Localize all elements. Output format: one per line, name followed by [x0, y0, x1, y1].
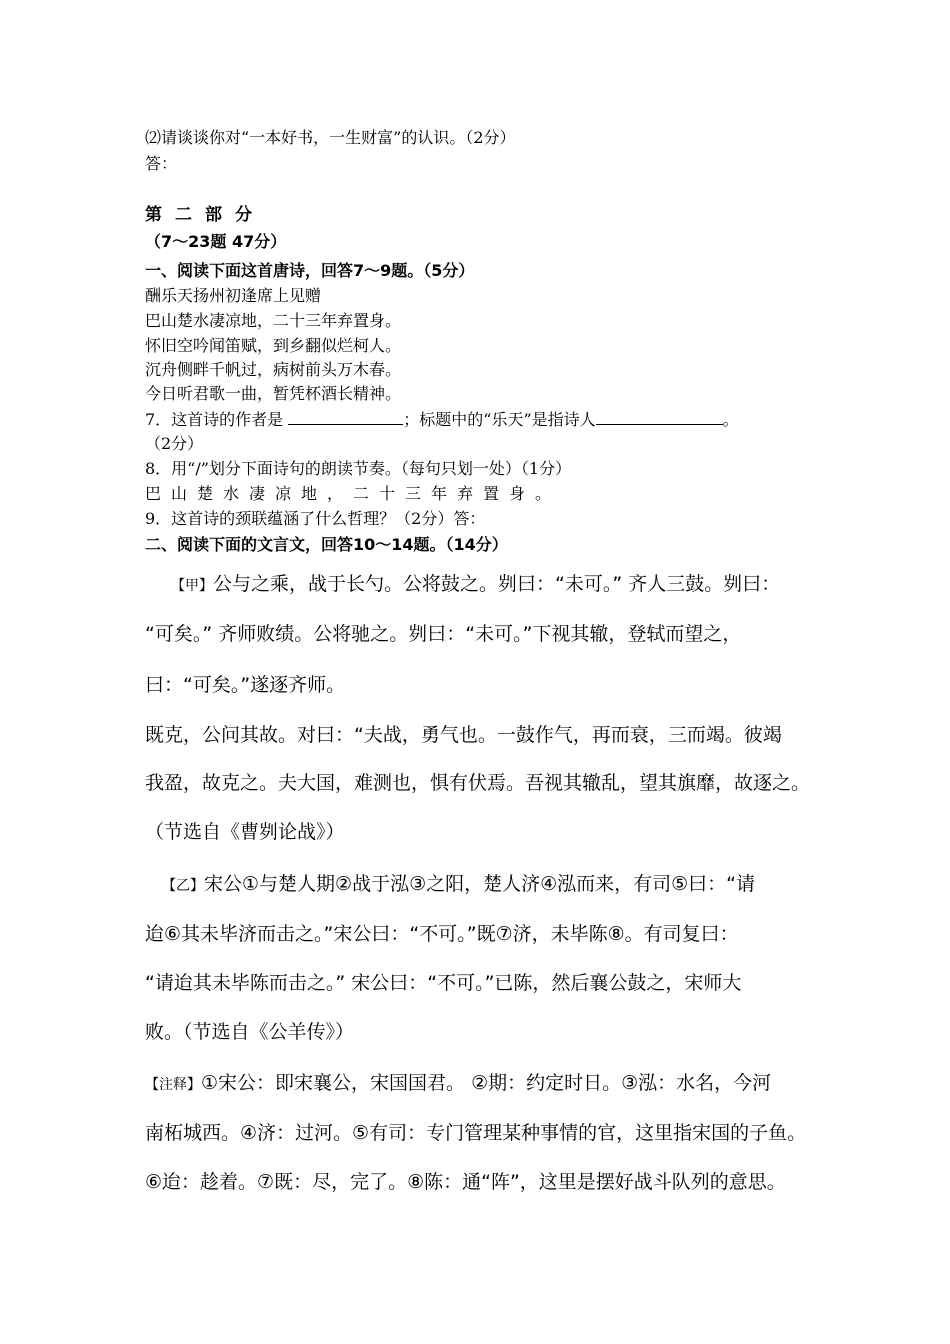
notes-line: 南柘城西。④济：过河。⑤有司：专门管理某种事情的官，这里指宋国的子鱼。 [145, 1122, 807, 1144]
jia-line: “可矣。” 齐师败绩。公将驰之。刿曰：“未可。”下视其辙，登轼而望之， [145, 623, 742, 645]
yi-source: 败。（节选自《公羊传》） [145, 1021, 355, 1043]
jia-tag: 【甲】 [171, 578, 213, 594]
yi-text: 宋公①与楚人期②战于泓③之阳，楚人济④泓而来，有司⑤曰：“请 [204, 873, 756, 895]
poem-line: 沉舟侧畔千帆过，病树前头万木春。 [145, 360, 402, 379]
q7-score: （2分） [145, 434, 204, 453]
poem-line: 今日听君歌一曲，暂凭杯酒长精神。 [145, 384, 402, 403]
q7-suffix: 。 [722, 410, 739, 429]
question-7 [145, 409, 739, 430]
author-blank[interactable] [288, 409, 403, 425]
q8-verse: 巴山楚水凄凉地，二十三年弃置身。 [145, 484, 562, 503]
poet-blank[interactable] [596, 409, 723, 425]
jia-line: 既克，公问其故。对曰：“夫战，勇气也。一鼓作气，再而衰，三而竭。彼竭 [145, 724, 782, 746]
jia-source: （节选自《曹刿论战》） [145, 821, 345, 843]
jia-line: 曰：“可矣。”遂逐齐师。 [145, 674, 346, 696]
jia-line [171, 572, 780, 598]
question-6-2: ⑵请谈谈你对“一本好书，一生财富”的认识。（2分） [145, 128, 516, 147]
notes-line [145, 1071, 771, 1097]
question-9: 9．这首诗的颈联蕴涵了什么哲理？（2分）答： [145, 509, 486, 528]
question-8: 8．用“/”划分下面诗句的朗读节奏。（每句只划一处）（1分） [145, 459, 572, 478]
yi-line: “请迨其未毕陈而击之。” 宋公曰：“不可。”已陈，然后襄公鼓之，宋师大 [145, 972, 742, 994]
yi-tag: 【乙】 [162, 878, 204, 894]
part2-range: （7～23题 47分） [145, 232, 287, 251]
jia-line: 我盈，故克之。夫大国，难测也，惧有伏焉。吾视其辙乱，望其旗靡，故逐之。 [145, 772, 811, 794]
notes-tag: 【注释】 [145, 1077, 201, 1093]
yi-line [162, 872, 755, 898]
notes-text: ①宋公：即宋襄公，宋国国君。 ②期：约定时日。③泓：水名，今河 [201, 1072, 772, 1094]
notes-line: ⑥迨：趁着。⑦既：尽，完了。⑧陈：通“阵”，这里是摆好战斗队列的意思。 [145, 1171, 786, 1193]
poem-title: 酬乐天扬州初逢席上见赠 [145, 286, 322, 305]
q7-middle: ；标题中的“乐天”是指诗人 [403, 410, 596, 429]
answer-label: 答： [145, 154, 178, 173]
part2-title: 第二部分 [145, 205, 265, 225]
section2-heading: 二、阅读下面的文言文，回答10～14题。（14分） [145, 535, 508, 554]
poem-line: 巴山楚水凄凉地，二十三年弃置身。 [145, 311, 402, 330]
q7-prefix: 7．这首诗的作者是 [145, 410, 289, 429]
jia-text: 公与之乘，战于长勺。公将鼓之。刿曰：“未可。” 齐人三鼓。刿曰： [213, 573, 781, 595]
poem-line: 怀旧空吟闻笛赋，到乡翻似烂柯人。 [145, 336, 402, 355]
yi-line: 迨⑥其未毕济而击之。”宋公曰：“不可。”既⑦济，未毕陈⑧。有司复曰： [145, 923, 739, 945]
section1-heading: 一、阅读下面这首唐诗，回答7～9题。（5分） [145, 261, 475, 280]
